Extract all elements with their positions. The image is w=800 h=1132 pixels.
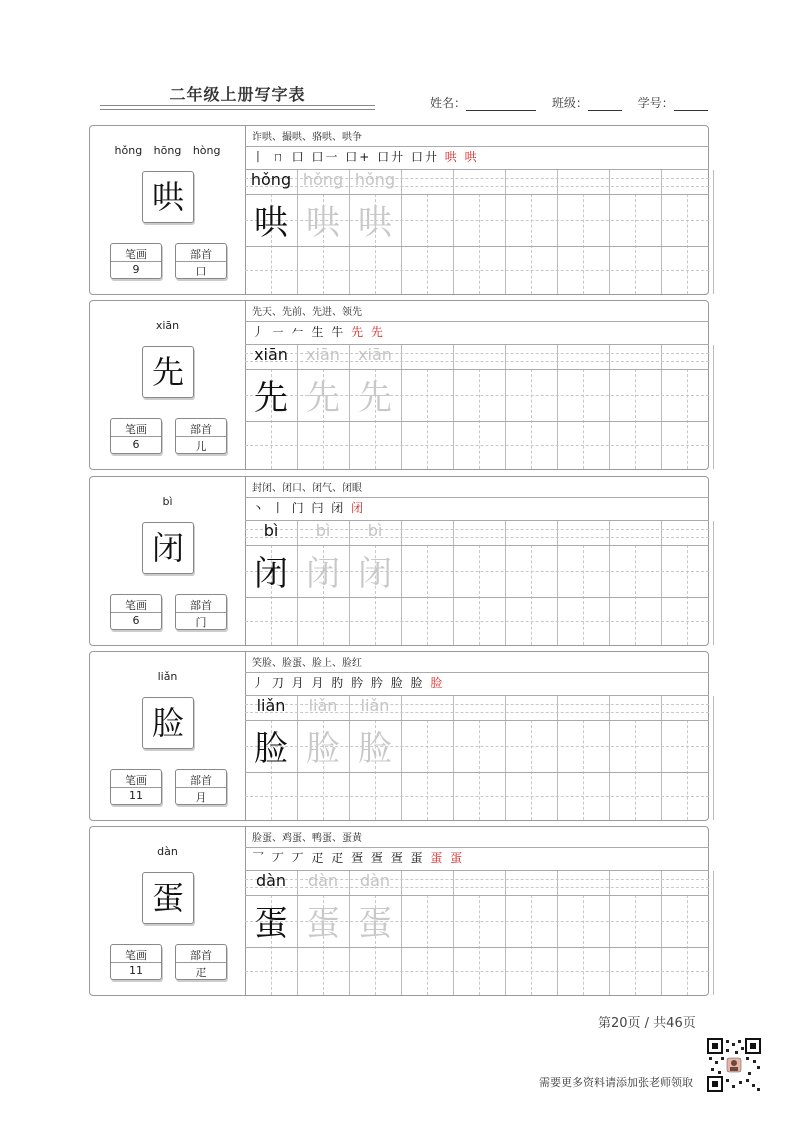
pinyin-trace: dàn [307,871,339,890]
grid-guide [531,720,532,820]
grid-guide [479,545,480,645]
stroke-order [252,674,444,691]
grid-guide [427,369,428,469]
student-info-fields [430,94,720,111]
pinyin-sample: bì [263,521,279,540]
grid-guide [687,194,688,294]
divider [245,720,709,721]
character-trace: 哄 [306,203,340,243]
divider [176,436,226,437]
grid-guide [427,194,428,294]
radical-label: 部首 [190,423,212,436]
divider [111,962,161,963]
stroke-order-final: 闭 [351,501,366,515]
character-trace: 哄 [358,203,392,243]
character-sample: 哄 [254,203,288,243]
header [0,0,800,120]
grid-guide [635,720,636,820]
character-sample: 闭 [254,554,288,594]
character-display: 脸 [142,697,194,749]
word-examples: 笑脸、脸蛋、脸上、脸红 [252,658,362,669]
radical-label: 部首 [190,248,212,261]
divider [245,895,709,896]
word-examples: 诈哄、撮哄、骆哄、哄争 [252,132,362,143]
grid-guide [479,895,480,995]
pinyin-trace: hǒng [354,170,396,189]
character-info-panel [90,827,246,995]
character-trace: 先 [358,378,392,418]
pinyin-trace: hǒng [302,170,344,189]
stroke-count-box [110,944,162,980]
radical-label: 部首 [190,599,212,612]
pinyin-sample: hǒng [250,170,292,189]
qr-code-icon [706,1037,762,1093]
pinyin-readings: xiān [155,319,180,332]
page-title: 二年级上册写字表 [169,85,306,104]
stroke-order-final: 哄 哄 [444,150,479,164]
pinyin-trace: liǎn [360,696,390,715]
character-info-panel [90,477,246,645]
character-sample: 蛋 [254,904,288,944]
divider [245,847,709,848]
grid-guide [687,369,688,469]
character-display: 哄 [142,171,194,223]
character-sample: 脸 [254,729,288,769]
divider [176,612,226,613]
grid-guide [245,971,709,972]
stroke-count-label: 笔画 [125,599,147,612]
stroke-order-final: 蛋 蛋 [430,851,465,865]
stroke-order-steps: 丶 丨 门 闩 闭 [252,501,346,515]
character-trace: 蛋 [306,904,340,944]
number-label: 学号： [637,96,674,110]
character-card [89,300,709,470]
radical-label: 部首 [190,949,212,962]
pinyin-trace: bì [315,521,331,540]
stroke-order-steps: 乛 丆 丆 疋 疋 疍 疍 疍 蛋 [252,851,425,865]
radical-value: 疋 [195,966,207,979]
grid-guide [635,895,636,995]
word-examples: 脸蛋、鸡蛋、鸭蛋、蛋黄 [252,833,362,844]
grid-guide [583,720,584,820]
page-number: 第20页 / 共46页 [598,1016,696,1031]
grid-guide [427,720,428,820]
grid-guide [635,369,636,469]
grid-guide [427,545,428,645]
character-info-panel [90,126,246,294]
pinyin-trace: dàn [359,871,391,890]
character-display: 先 [142,346,194,398]
footer-note: 需要更多资料请添加张老师领取 [539,1076,693,1089]
stroke-count-box [110,769,162,805]
divider [245,672,709,673]
stroke-count-box [110,418,162,454]
radical-value: 儿 [195,440,207,453]
stroke-order-final: 先 先 [351,325,385,339]
pinyin-trace: xiān [358,345,392,364]
student-number-field[interactable] [674,96,708,111]
grid-guide [687,720,688,820]
pinyin-sample: liǎn [256,696,286,715]
pinyin-trace: bì [367,521,383,540]
grid-guide [479,369,480,469]
divider [176,261,226,262]
pinyin-trace: liǎn [308,696,338,715]
title-underline [100,105,375,106]
stroke-order-steps: 丨 ㄇ 口 口一 口+ 口廾 口廾 [252,150,439,164]
character-trace: 脸 [306,729,340,769]
grid-guide [531,194,532,294]
radical-box [175,769,227,805]
pinyin-readings: hǒng hōng hòng [114,144,221,157]
character-trace: 脸 [358,729,392,769]
divider [245,146,709,147]
grid-guide [427,895,428,995]
grid-guide [687,545,688,645]
grid-guide [245,270,709,271]
grid-guide [583,895,584,995]
divider [111,787,161,788]
divider [245,369,709,370]
grid-guide [245,445,709,446]
radical-label: 部首 [190,774,212,787]
stroke-order-steps: 丿 ㇐ 𠂉 生 牛 [252,325,346,339]
grid-guide [531,369,532,469]
divider [111,261,161,262]
name-field[interactable] [466,96,536,111]
radical-box [175,594,227,630]
stroke-order [252,148,479,165]
stroke-order [252,499,365,516]
grid-guide [635,194,636,294]
stroke-count-label: 笔画 [125,248,147,261]
grid-guide [531,895,532,995]
title-underline-double [100,109,375,110]
stroke-order [252,849,464,866]
practice-grid [245,345,709,469]
radical-box [175,418,227,454]
pinyin-sample: dàn [255,871,287,890]
character-display: 蛋 [142,872,194,924]
divider [176,787,226,788]
character-card [89,476,709,646]
radical-box [175,944,227,980]
character-display: 闭 [142,522,194,574]
character-trace: 先 [306,378,340,418]
grid-guide [531,545,532,645]
character-trace: 蛋 [358,904,392,944]
divider [245,321,709,322]
practice-grid [245,521,709,645]
pinyin-readings: dàn [157,845,178,858]
stroke-count-label: 笔画 [125,423,147,436]
pinyin-readings: bì [162,495,173,508]
grid-guide [635,545,636,645]
grid-guide [583,194,584,294]
divider [245,545,709,546]
stroke-order-steps: 丿 刀 月 月 肑 肣 肣 脸 脸 [252,676,425,690]
radical-value: 口 [195,265,207,278]
character-card [89,826,709,996]
grid-guide [245,796,709,797]
stroke-count-value: 6 [132,438,140,451]
stroke-count-label: 笔画 [125,949,147,962]
character-card [89,125,709,295]
divider [111,436,161,437]
radical-box [175,243,227,279]
class-field[interactable] [588,96,622,111]
grid-guide [245,621,709,622]
grid-guide [479,194,480,294]
stroke-order [252,323,385,340]
word-examples: 先天、先前、先进、领先 [252,307,362,318]
character-info-panel [90,652,246,820]
divider [111,612,161,613]
radical-value: 月 [195,791,207,804]
character-card [89,651,709,821]
stroke-count-value: 11 [129,789,143,802]
word-examples: 封闭、闭口、闭气、闭眼 [252,483,362,494]
name-label: 姓名： [430,96,467,110]
divider [245,497,709,498]
pinyin-trace: xiān [306,345,340,364]
grid-guide [583,369,584,469]
character-info-panel [90,301,246,469]
divider [245,194,709,195]
practice-grid [245,170,709,294]
stroke-count-box [110,243,162,279]
character-trace: 闭 [358,554,392,594]
grid-guide [583,545,584,645]
pinyin-readings: liǎn [157,670,178,683]
stroke-order-final: 脸 [430,676,445,690]
stroke-count-value: 6 [132,614,140,627]
stroke-count-label: 笔画 [125,774,147,787]
grid-guide [479,720,480,820]
class-label: 班级： [551,96,588,110]
pinyin-sample: xiān [254,345,288,364]
stroke-count-value: 11 [129,964,143,977]
practice-grid [245,696,709,820]
practice-grid [245,871,709,995]
stroke-count-value: 9 [132,263,140,276]
stroke-count-box [110,594,162,630]
character-sample: 先 [254,378,288,418]
character-trace: 闭 [306,554,340,594]
grid-guide [687,895,688,995]
radical-value: 门 [195,616,207,629]
divider [176,962,226,963]
